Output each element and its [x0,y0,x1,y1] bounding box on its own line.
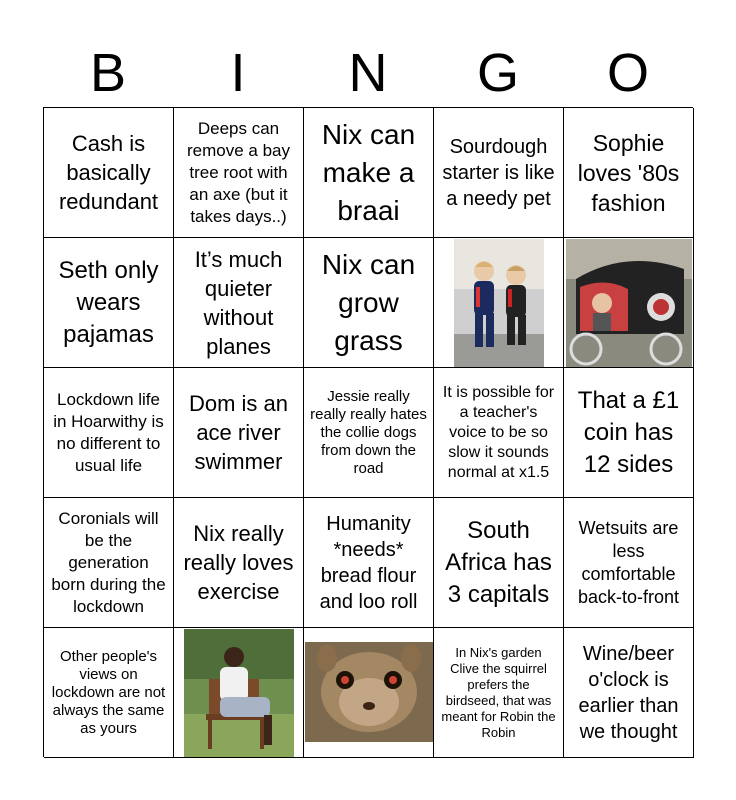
bingo-cell[interactable] [44,368,174,498]
header-letter-n: N [348,43,388,103]
bingo-cell[interactable] [174,498,304,628]
bingo-cell[interactable] [44,238,174,368]
header-letter-b: B [89,43,127,103]
bingo-cell[interactable] [44,498,174,628]
bingo-cell[interactable] [564,628,694,758]
bingo-cell[interactable] [174,108,304,238]
bingo-cell[interactable] [304,108,434,238]
cell-text: It is possible for a teacher's voice to be so slow it sounds normal at x1.5 [442,383,555,481]
cell-text: Jessie really really really hates the collie dogs from down the road [310,387,427,477]
child-in-cargo-bike-photo [566,239,692,367]
cell-text: Wine/beer o'clock is earlier than we thought [578,642,679,743]
header-letter-i: I [230,43,246,103]
cell-text: Nix can grow grass [321,248,416,356]
cell-text: Humanity *needs* bread flour and loo roll [319,512,418,613]
cell-text: South Africa has 3 capitals [445,516,552,608]
cell-text: Wetsuits are less comfortable back-to-front [577,517,680,607]
cell-text: Lockdown life in Hoarwithy is no different to usual life [53,389,164,475]
bingo-cell[interactable] [434,108,564,238]
cell-text: Sophie loves '80s fashion [577,129,680,216]
bingo-cell[interactable] [564,108,694,238]
cell-text: Dom is an ace river swimmer [188,391,289,474]
bingo-cell[interactable] [174,368,304,498]
two-boys-in-wetsuits-photo [454,239,544,367]
bingo-cell[interactable] [304,498,434,628]
bingo-cell[interactable] [174,628,304,758]
bingo-cell[interactable] [434,368,564,498]
cell-text: It’s much quieter without planes [194,246,283,359]
bingo-cell[interactable] [434,498,564,628]
cell-text: Sourdough starter is like a needy pet [442,135,555,210]
bingo-cell[interactable] [44,108,174,238]
cell-text: In Nix's garden Clive the squirrel prefers the birdseed, that was meant for Robin the Robin [441,644,556,740]
bingo-cell[interactable] [174,238,304,368]
squirrel-face-photo [305,642,433,742]
header-letter-o: O [606,43,649,103]
bingo-cell[interactable] [304,628,434,758]
bingo-cell[interactable] [564,368,694,498]
cell-text: Cash is basically redundant [58,131,159,214]
cell-text: Other people's views on lockdown are not always the same as yours [51,647,166,737]
cell-text: Nix can make a braai [321,118,416,226]
bingo-cell[interactable] [44,628,174,758]
cell-text: Seth only wears pajamas [58,256,159,348]
cell-text: Nix really really loves exercise [183,521,294,604]
bingo-header [43,40,693,106]
bingo-cell[interactable] [434,628,564,758]
bingo-cell[interactable] [564,498,694,628]
bingo-cell[interactable] [304,368,434,498]
bingo-grid [43,107,693,757]
cell-text: Deeps can remove a bay tree root with an axe (but it takes days..) [187,118,290,226]
woman-in-garden-chair-photo [184,629,294,757]
header-letter-g: G [476,43,519,103]
bingo-cell[interactable] [564,238,694,368]
bingo-cell[interactable] [304,238,434,368]
cell-text: Coronials will be the generation born during the lockdown [51,508,166,616]
cell-text: That a £1 coin has 12 sides [577,386,680,478]
bingo-cell[interactable] [434,238,564,368]
